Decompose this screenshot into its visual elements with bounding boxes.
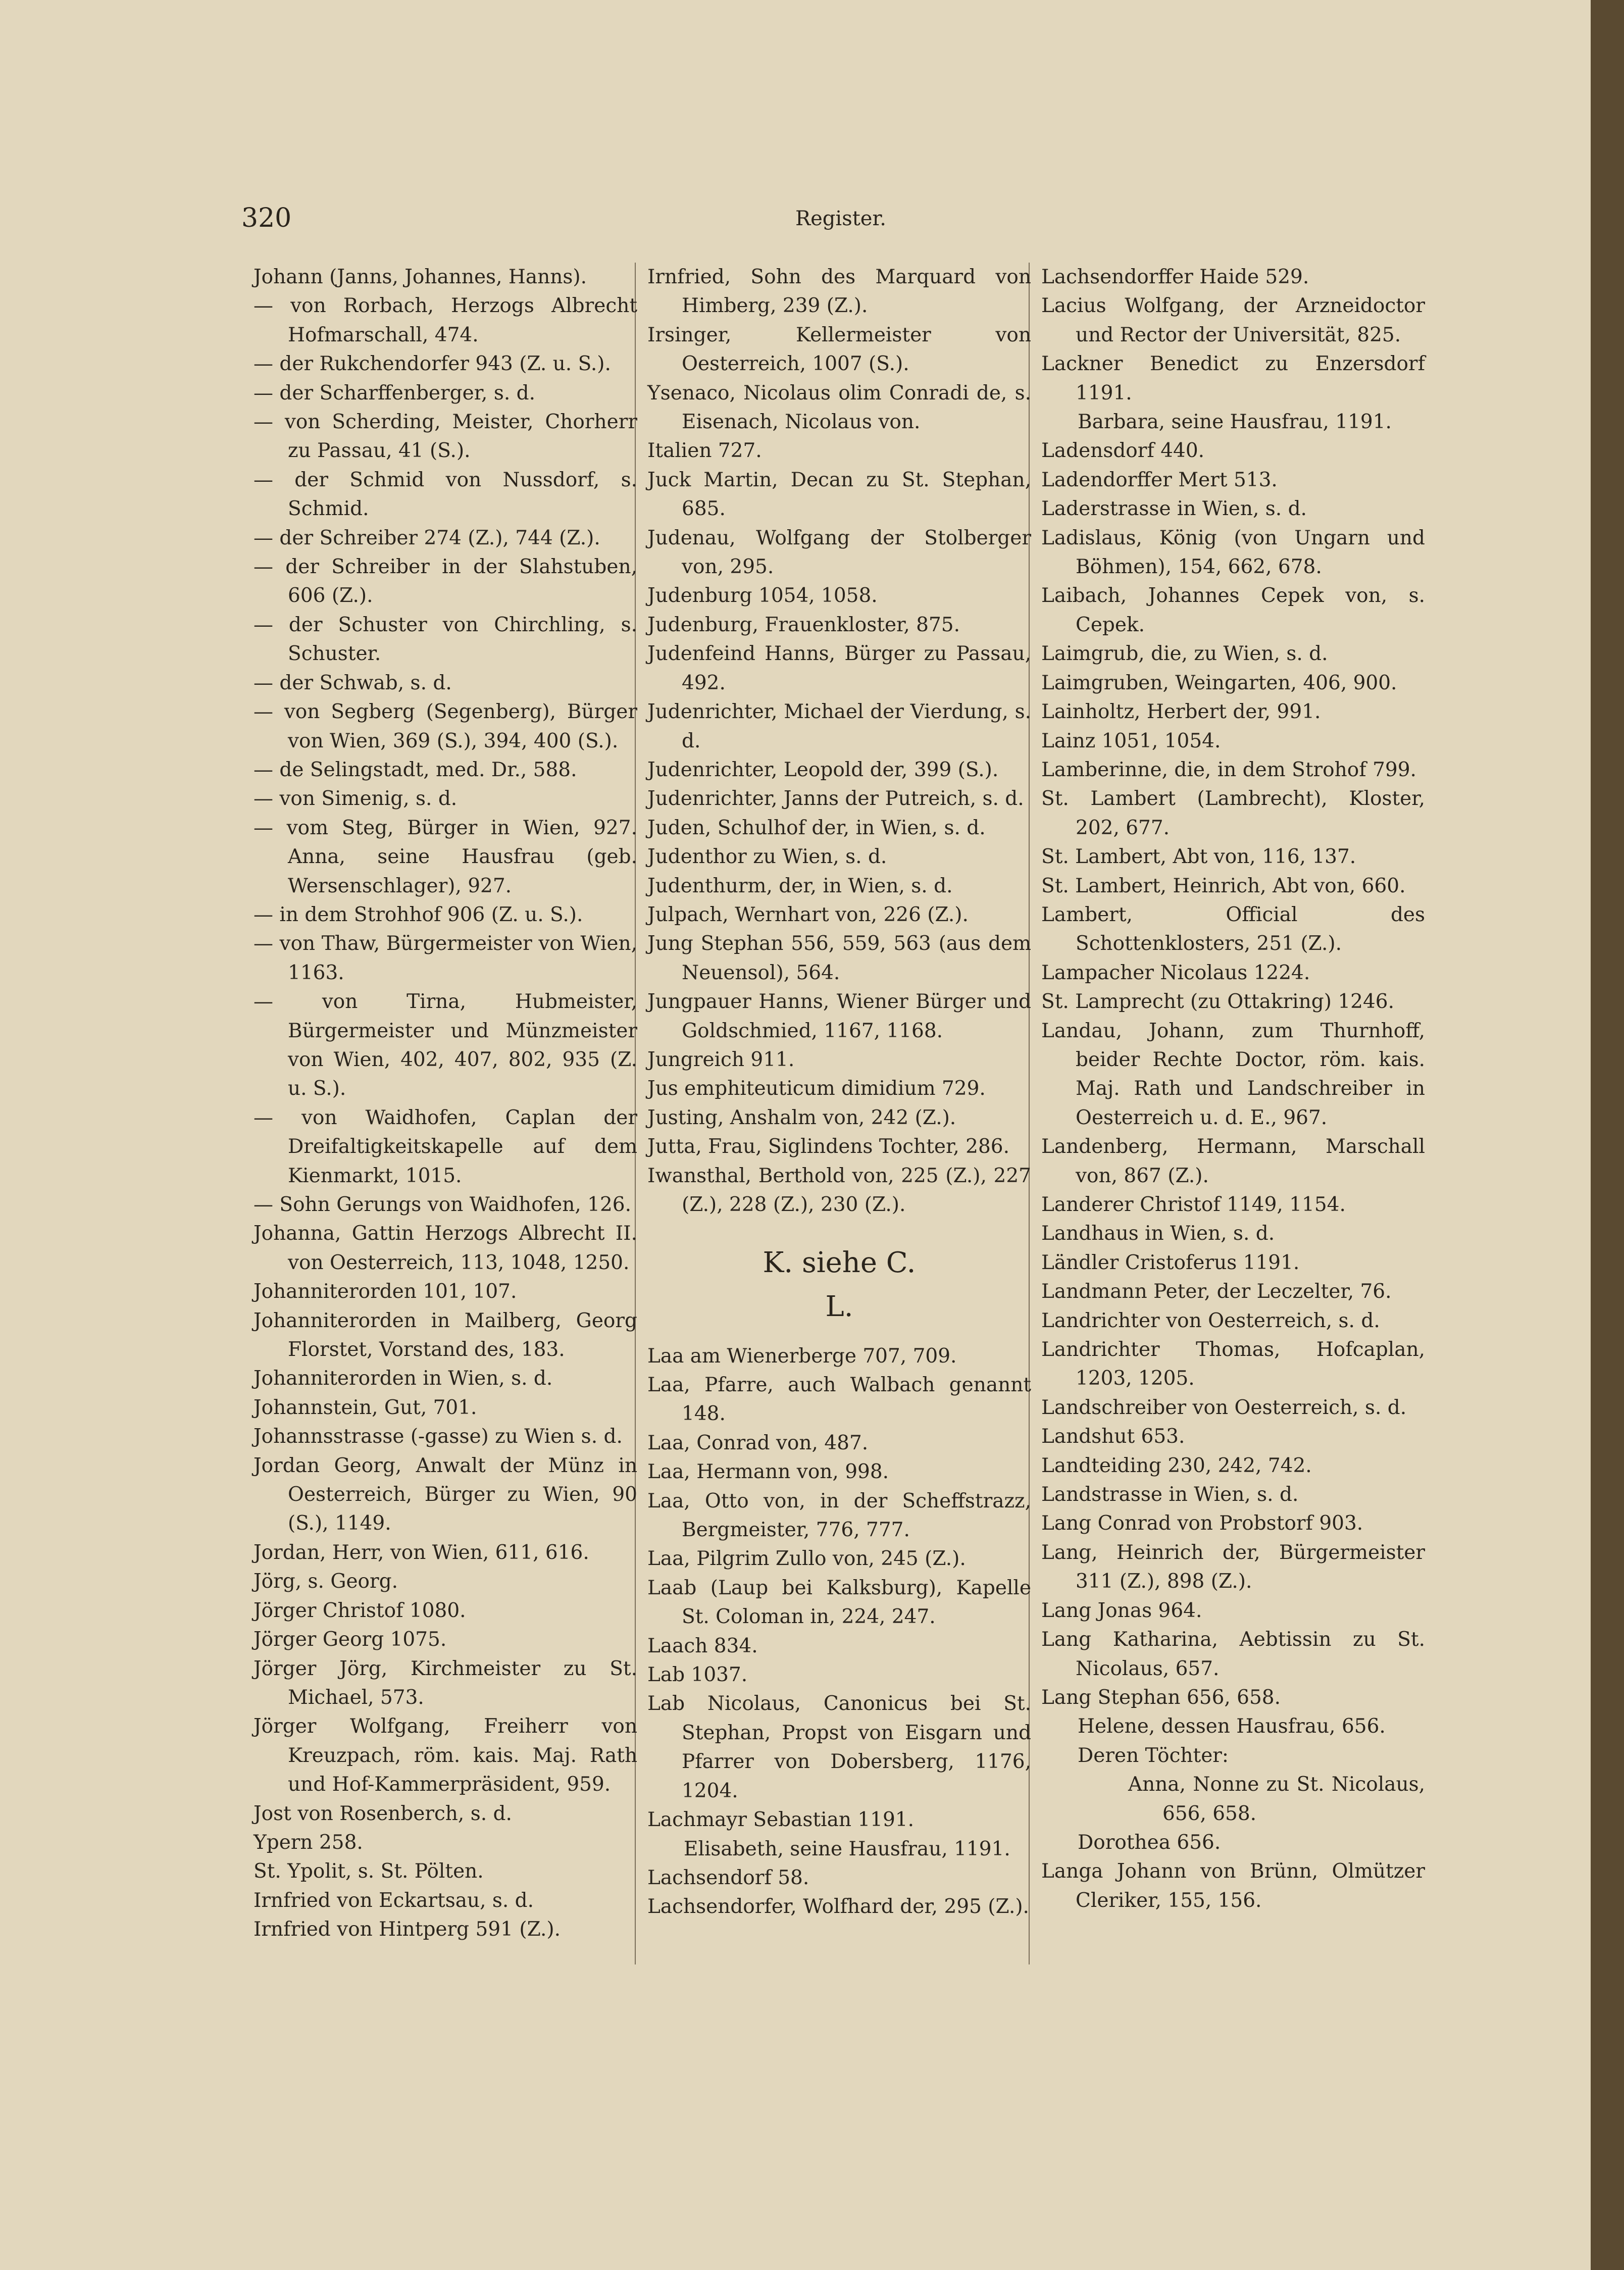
page-edge <box>1591 0 1624 2270</box>
index-entry: Laab (Laup bei Kalksburg), Kapelle St. Coloman in, 224, 247. <box>647 1576 1031 1629</box>
index-entry: Langa Johann von Brünn, Olmützer Cleriker, 155, 156. <box>1041 1860 1425 1912</box>
index-entry: Johann (Janns, Johannes, Hanns). <box>253 266 587 288</box>
section-heading-l: L. <box>825 1290 853 1324</box>
index-entry: Irnfried von Eckartsau, s. d. <box>253 1889 534 1912</box>
section-heading-k: K. siehe C. <box>763 1246 916 1279</box>
index-column-1 <box>253 263 637 1944</box>
index-entry: Italien 727. <box>647 439 762 463</box>
index-entry: — von Thaw, Bürgermeister von Wien, 1163. <box>253 932 637 984</box>
index-entry: — der Rukchendorfer 943 (Z. u. S.). <box>253 352 611 376</box>
index-entry: — von Scherding, Meister, Chorherr zu Passau, 41 (S.). <box>253 411 637 463</box>
index-entry: — der Schuster von Chirchling, s. Schuster. <box>253 613 637 666</box>
index-entry: Jörger Georg 1075. <box>253 1628 447 1651</box>
index-entry: Judenburg, Frauenkloster, 875. <box>647 613 960 636</box>
index-entry: Laimgruben, Weingarten, 406, 900. <box>1041 671 1397 694</box>
index-entry: — von Rorbach, Herzogs Albrecht Hofmarschall, 474. <box>253 294 637 346</box>
index-entry: Judenburg 1054, 1058. <box>647 584 878 608</box>
index-entry: Juck Martin, Decan zu St. Stephan, 685. <box>647 468 1031 521</box>
index-entry: Juden, Schulhof der, in Wien, s. d. <box>647 816 986 839</box>
index-entry: — vom Steg, Bürger in Wien, 927. Anna, seine Hausfrau (geb. Wersenschlager), 927. <box>253 816 637 897</box>
index-entry: Lambert, Official des Schottenklosters, 251 (Z.). <box>1041 903 1425 955</box>
index-entry: Judenau, Wolfgang der Stolberger von, 295. <box>647 526 1031 579</box>
index-entry: Lachmayr Sebastian 1191. <box>647 1808 915 1832</box>
index-entry: Johanniterorden in Wien, s. d. <box>253 1367 553 1390</box>
index-entry: Laa, Pilgrim Zullo von, 245 (Z.). <box>647 1547 966 1571</box>
index-entry: Jus emphiteuticum dimidium 729. <box>647 1077 986 1100</box>
index-entry: Iwansthal, Berthold von, 225 (Z.), 227 (Z.), 228 (Z.), 230 (Z.). <box>647 1164 1031 1216</box>
index-entry: — von Segberg (Segenberg), Bürger von Wien, 369 (S.), 394, 400 (S.). <box>253 700 637 752</box>
index-entry: Johanna, Gattin Herzogs Albrecht II. von Oesterreich, 113, 1048, 1250. <box>253 1222 637 1274</box>
index-entry: Judenrichter, Michael der Vierdung, s. d. <box>647 700 1031 752</box>
index-entry: Lang Stephan 656, 658. <box>1041 1686 1281 1709</box>
index-entry: Lackner Benedict zu Enzersdorf 1191. <box>1041 352 1425 405</box>
index-entry: Judenthurm, der, in Wien, s. d. <box>647 874 953 897</box>
index-entry: Lamberinne, die, in dem Strohof 799. <box>1041 758 1416 781</box>
index-entry: Lang, Heinrich der, Bürgermeister 311 (Z.), 898 (Z.). <box>1041 1541 1425 1593</box>
index-entry: Lainz 1051, 1054. <box>1041 729 1221 752</box>
index-entry: Justing, Anshalm von, 242 (Z.). <box>647 1106 956 1129</box>
page-header <box>0 203 1591 243</box>
index-entry: — in dem Strohhof 906 (Z. u. S.). <box>253 903 583 926</box>
index-entry: Landshut 653. <box>1041 1425 1185 1448</box>
index-entry: Jung Stephan 556, 559, 563 (aus dem Neuensol), 564. <box>647 932 1031 984</box>
index-entry: Ypern 258. <box>253 1831 363 1854</box>
index-entry: — von Tirna, Hubmeister, Bürgermeister und Münzmeister von Wien, 402, 407, 802, 935 (Z. u. S.). <box>253 990 637 1100</box>
index-entry: Ladislaus, König (von Ungarn und Böhmen), 154, 662, 678. <box>1041 526 1425 579</box>
index-entry: Laimgrub, die, zu Wien, s. d. <box>1041 642 1328 666</box>
index-entry: Jordan Georg, Anwalt der Münz in Oesterreich, Bürger zu Wien, 90 (S.), 1149. <box>253 1454 637 1535</box>
index-entry: St. Lambert (Lambrecht), Kloster, 202, 677. <box>1041 787 1425 839</box>
index-entry: Lang Katharina, Aebtissin zu St. Nicolaus, 657. <box>1041 1628 1425 1680</box>
index-entry: — der Schreiber 274 (Z.), 744 (Z.). <box>253 526 600 549</box>
index-entry: Jörger Jörg, Kirchmeister zu St. Michael, 573. <box>253 1657 637 1709</box>
index-entry: Landstrasse in Wien, s. d. <box>1041 1483 1299 1506</box>
index-entry: — der Schwab, s. d. <box>253 671 452 694</box>
index-entry: Laa, Hermann von, 998. <box>647 1460 889 1484</box>
index-entry: Laach 834. <box>647 1634 758 1657</box>
index-entry: Lang Jonas 964. <box>1041 1599 1202 1622</box>
index-subentry: Deren Töchter: <box>1078 1744 1229 1767</box>
index-entry: Landhaus in Wien, s. d. <box>1041 1222 1275 1245</box>
page-number: 320 <box>241 203 292 233</box>
index-entry: Johannstein, Gut, 701. <box>253 1396 477 1419</box>
index-entry: Lachsendorfer, Wolfhard der, 295 (Z.). <box>647 1895 1029 1919</box>
index-column-3 <box>1041 263 1425 1915</box>
index-entry: Laa, Otto von, in der Scheffstrazz, Bergmeister, 776, 777. <box>647 1489 1031 1542</box>
index-entry: Ländler Cristoferus 1191. <box>1041 1251 1300 1274</box>
index-column-2 <box>647 263 1031 1922</box>
index-subentry: Elisabeth, seine Hausfrau, 1191. <box>684 1837 1010 1860</box>
index-entry: Lab Nicolaus, Canonicus bei St. Stephan, Propst von Eisgarn und Pfarrer von Dobersberg, 1176, 1204. <box>647 1692 1031 1802</box>
index-entry: St. Lambert, Heinrich, Abt von, 660. <box>1041 874 1406 897</box>
index-entry: Lang Conrad von Probstorf 903. <box>1041 1512 1363 1535</box>
index-entry: Johanniterorden in Mailberg, Georg Florstet, Vorstand des, 183. <box>253 1309 637 1361</box>
index-entry: Lampacher Nicolaus 1224. <box>1041 961 1310 984</box>
index-entry: — Sohn Gerungs von Waidhofen, 126. <box>253 1193 631 1216</box>
index-entry: Jordan, Herr, von Wien, 611, 616. <box>253 1541 589 1564</box>
index-entry: Judenrichter, Janns der Putreich, s. d. <box>647 787 1024 811</box>
index-subentry: Anna, Nonne zu St. Nicolaus, 656, 658. <box>1128 1773 1425 1825</box>
index-entry: Jutta, Frau, Siglindens Tochter, 286. <box>647 1135 1009 1158</box>
index-subentry: Helene, dessen Hausfrau, 656. <box>1078 1715 1386 1738</box>
index-entry: Jungpauer Hanns, Wiener Bürger und Goldschmied, 1167, 1168. <box>647 990 1031 1042</box>
index-entry: — der Scharffenberger, s. d. <box>253 381 536 405</box>
index-entry: Lachsendorf 58. <box>647 1866 809 1889</box>
running-title: Register. <box>795 207 886 230</box>
index-entry: — von Simenig, s. d. <box>253 787 458 811</box>
index-entry: Jungreich 911. <box>647 1048 795 1071</box>
index-entry: Judenthor zu Wien, s. d. <box>647 845 887 869</box>
index-entry: St. Ypolit, s. St. Pölten. <box>253 1860 484 1883</box>
index-entry: Laa, Conrad von, 487. <box>647 1431 869 1454</box>
index-entry: Jörger Wolfgang, Freiherr von Kreuzpach, röm. kais. Maj. Rath und Hof-Kammerpräsident, 959. <box>253 1715 637 1796</box>
index-entry: Landrichter Thomas, Hofcaplan, 1203, 1205. <box>1041 1338 1425 1390</box>
index-entry: Ladensdorf 440. <box>1041 439 1205 463</box>
index-entry: Landerer Christof 1149, 1154. <box>1041 1193 1346 1216</box>
index-entry: Jost von Rosenberch, s. d. <box>253 1802 512 1825</box>
index-entry: Irnfried von Hintperg 591 (Z.). <box>253 1918 561 1941</box>
index-entry: Landrichter von Oesterreich, s. d. <box>1041 1309 1380 1332</box>
index-entry: Lachsendorffer Haide 529. <box>1041 266 1309 288</box>
index-entry: Landschreiber von Oesterreich, s. d. <box>1041 1396 1407 1419</box>
index-entry: Judenrichter, Leopold der, 399 (S.). <box>647 758 999 781</box>
index-entry: Johanniterorden 101, 107. <box>253 1280 517 1303</box>
index-entry: — der Schreiber in der Slahstuben, 606 (Z.). <box>253 556 637 608</box>
index-entry: — von Waidhofen, Caplan der Dreifaltigkeitskapelle auf dem Kienmarkt, 1015. <box>253 1106 637 1187</box>
index-entry: Jörger Christof 1080. <box>253 1599 466 1622</box>
index-entry: Ladendorffer Mert 513. <box>1041 468 1278 491</box>
index-entry: St. Lamprecht (zu Ottakring) 1246. <box>1041 990 1394 1014</box>
index-entry: Landmann Peter, der Leczelter, 76. <box>1041 1280 1392 1303</box>
index-entry: Judenfeind Hanns, Bürger zu Passau, 492. <box>647 642 1031 694</box>
index-subentry: Dorothea 656. <box>1078 1831 1221 1854</box>
index-entry: Laa am Wienerberge 707, 709. <box>647 1344 957 1368</box>
index-entry: Irsinger, Kellermeister von Oesterreich, 1007 (S.). <box>647 323 1031 376</box>
index-entry: Lacius Wolfgang, der Arzneidoctor und Rector der Universität, 825. <box>1041 294 1425 346</box>
index-entry: Landenberg, Hermann, Marschall von, 867 (Z.). <box>1041 1135 1425 1187</box>
index-entry: Laderstrasse in Wien, s. d. <box>1041 497 1307 521</box>
index-entry: Julpach, Wernhart von, 226 (Z.). <box>647 903 969 926</box>
index-entry: Laibach, Johannes Cepek von, s. Cepek. <box>1041 584 1425 636</box>
index-entry: — de Selingstadt, med. Dr., 588. <box>253 758 577 781</box>
index-subentry: Barbara, seine Hausfrau, 1191. <box>1078 411 1392 434</box>
index-entry: Lainholtz, Herbert der, 991. <box>1041 700 1321 724</box>
index-entry: Irnfried, Sohn des Marquard von Himberg, 239 (Z.). <box>647 266 1031 318</box>
index-entry: — der Schmid von Nussdorf, s. Schmid. <box>253 468 637 521</box>
index-entry: St. Lambert, Abt von, 116, 137. <box>1041 845 1356 869</box>
index-entry: Johannsstrasse (-gasse) zu Wien s. d. <box>253 1425 623 1448</box>
index-entry: Jörg, s. Georg. <box>253 1570 398 1593</box>
index-entry: Landteiding 230, 242, 742. <box>1041 1454 1312 1477</box>
index-entry: Ysenaco, Nicolaus olim Conradi de, s. Eisenach, Nicolaus von. <box>647 381 1031 434</box>
index-entry: Lab 1037. <box>647 1663 748 1687</box>
index-entry: Landau, Johann, zum Thurnhoff, beider Rechte Doctor, röm. kais. Maj. Rath und Landschreiber in Oesterreich u. d. E., 967. <box>1041 1019 1425 1129</box>
index-entry: Laa, Pfarre, auch Walbach genannt 148. <box>647 1374 1031 1426</box>
